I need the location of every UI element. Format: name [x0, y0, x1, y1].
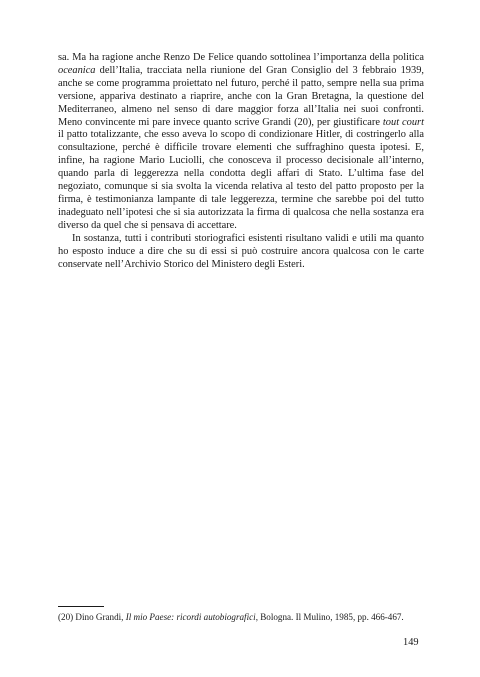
paragraph-1-text-3: il patto totalizzante, che esso aveva lo scopo di condizionare Hitler, di costringerlo alla consultazione, perché è difficile trovare elementi che suffraghino questa ipotesi. E, infine, ha ragione Mario Luciolli, che conosceva il processo decisionale all’interno, quando parla di leggerezza nella condotta degli affari di Stato. L’ultima fase del negoziato, comunque si sia svolta la vicenda relativa al testo del patto proposto per la firma, è testimonianza lampante di tale leggerezza, termine che sarebbe poi del tutto inadeguato nell’ipotesi che si sia autorizzata la firma di qualcosa che nella sostanza era diverso da quel che si pensava di accettare.: [58, 129, 424, 231]
italic-tout-court: tout court: [382, 116, 424, 128]
paragraph-1: [58, 52, 424, 233]
footnote-prefix: (20) Dino Grandi,: [58, 612, 126, 622]
main-text: [58, 52, 424, 271]
italic-oceanica: oceanica: [58, 64, 96, 76]
paragraph-2: In sostanza, tutti i contributi storiografici esistenti risultano validi e utili ma quanto ho esposto induce a dire che su di essi si può costruire ancora qualcosa con le carte conservate nell’Archivio Storico del Ministero degli Esteri.: [58, 232, 424, 270]
page-number: 149: [403, 637, 419, 648]
footnote-20: [58, 612, 424, 623]
footnote-book-title: Il mio Paese: ricordi autobiografici: [125, 612, 256, 622]
footnote-divider: [58, 606, 104, 607]
paragraph-1-text-2: dell’Italia, tracciata nella riunione del Gran Consiglio del 3 febbraio 1939, anche se come programma proiettato nel futuro, perché il patto, sempre nella sua prima versione, appariva destinato a riaprire, anche con la Gran Bretagna, la questione del Mediterraneo, almeno nel senso di dare maggior forza all’Italia nei suoi confronti. Meno convincente mi pare invece quanto scrive Grandi (20), per giustificare: [58, 64, 424, 128]
paragraph-1-text: sa. Ma ha ragione anche Renzo De Felice quando sottolinea l’importanza della politica: [58, 52, 424, 63]
footnote-suffix: , Bologna. Il Mulino, 1985, pp. 466-467.: [255, 612, 404, 622]
